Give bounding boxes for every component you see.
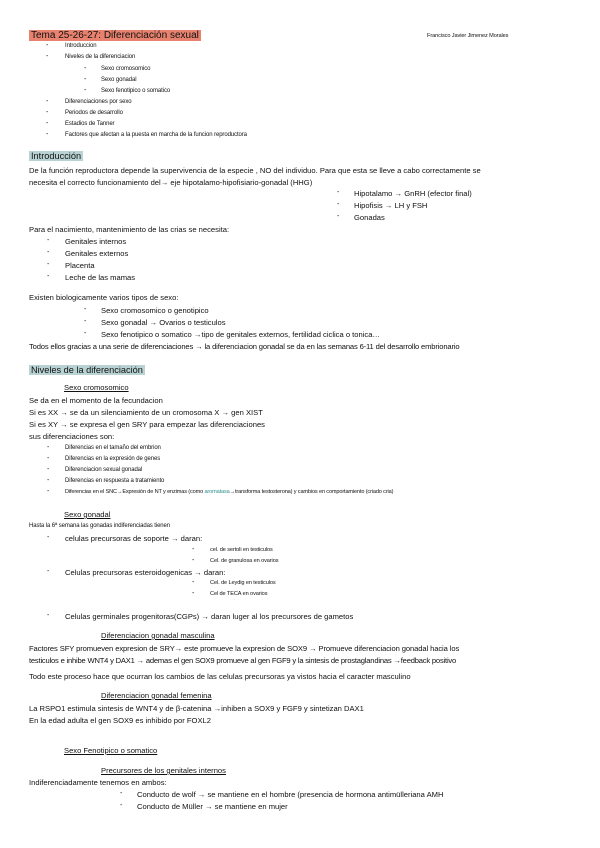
- fem-line: La RSPO1 estimula sintesis de WNT4 y de β-catenina →inhiben a SOX9 y FGF9 y sintetizan DAX1: [29, 704, 364, 713]
- intro-paragraph: Para el nacimiento, mantenimiento de las crias se necesita:: [29, 225, 230, 234]
- author-name: Francisco Javier Jimenez Morales: [427, 33, 509, 39]
- crom-diff-item: Diferenciacion sexual gonadal: [65, 467, 143, 473]
- crom-line: Si es XY → se expresa el gen SRY para empezar las diferenciaciones: [29, 420, 265, 429]
- intro-paragraph: De la función reproductora depende la supervivencia de la especie , NO del individuo. Para que esta se lleve a cabo correctamente se: [29, 166, 481, 175]
- fem-line: En la edad adulta el gen SOX9 es inhibido por FOXL2: [29, 716, 211, 725]
- gonadal-cell-item: Cel. de granulosa en ovarios: [210, 558, 279, 564]
- sex-type-item: Sexo cromosomico o genotipico: [101, 306, 209, 315]
- sex-type-item: Sexo gonadal → Ovarios o testiculos: [101, 318, 226, 327]
- masc-line: testiculos e inhibe WNT4 y DAX1 → ademas el gen SOX9 promueve al gen FGF9 y la sintesis de prostaglandinas →feedback positivo: [29, 656, 457, 665]
- index-item: Diferenciaciones por sexo: [65, 99, 132, 105]
- subheading-masculina: Diferenciacion gonadal masculina: [101, 631, 215, 640]
- axis-item: Hipotalamo → GnRH (efector final): [354, 189, 472, 198]
- gonadal-line: celulas precursoras de soporte → daran:: [65, 534, 203, 543]
- intro-paragraph: Todos ellos gracias a una serie de diferenciaciones → la diferenciacion gonadal se da en las semanas 6-11 del desarrollo embrionario: [29, 342, 460, 351]
- needs-item: Leche de las mamas: [65, 273, 136, 282]
- gonadal-line: Celulas germinales progenitoras(CGPs) → daran luger al los precursores de gametos: [65, 612, 354, 621]
- index-item: Estadios de Tanner: [65, 121, 115, 127]
- feno-item: Conducto de Müller → se mantiene en mujer: [137, 802, 288, 811]
- gonadal-cell-item: Cel. de Leydig en testiculos: [210, 580, 276, 586]
- index-item: Introduccion: [65, 43, 97, 49]
- crom-line: sus diferenciaciones son:: [29, 432, 115, 441]
- subheading-genitales-internos: Precursores de los genitales internos: [101, 766, 226, 775]
- masc-line: Factores SFY promueven expresion de SRY→ este promueve la expresion de SOX9 → Promueve diferenciacion gonadal hacia los: [29, 644, 460, 653]
- needs-item: Genitales internos: [65, 237, 127, 246]
- crom-diff-item: Diferencias en el tamaño del embrion: [65, 445, 161, 451]
- index-item: Niveles de la diferenciacion: [65, 54, 136, 60]
- index-subitem: Sexo fenotipico o somatico: [101, 88, 171, 94]
- axis-item: Hipofisis → LH y FSH: [354, 201, 428, 210]
- masc-line: Todo este proceso hace que ocurran los cambios de las celulas precursoras ya vistos hacia el caracter masculino: [29, 672, 411, 681]
- axis-item: Gonadas: [354, 213, 385, 222]
- crom-line: Si es XX → se da un silenciamiento de un cromosoma X → gen XIST: [29, 408, 263, 417]
- gonadal-line: Hasta la 6ª semana las gonadas indiferenciadas tienen: [29, 523, 171, 529]
- needs-item: Genitales externos: [65, 249, 129, 258]
- crom-diff-item: Diferencias en respuesta a tratamiento: [65, 478, 165, 484]
- subheading-femenina: Diferenciacion gonadal femenina: [101, 691, 212, 700]
- page-title: Tema 25-26-27: Diferenciación sexual: [31, 30, 199, 41]
- feno-item: Conducto de wolf → se mantiene en el hombre (presencia de hormona antimülleriana AMH: [137, 790, 444, 799]
- crom-diff-item: Diferencias en la expresión de genes: [65, 456, 161, 462]
- sex-type-item: Sexo fenotipico o somatico →tipo de genitales externos, fertilidad ciclica o tonica…: [101, 330, 381, 339]
- section-heading-intro: Introducción: [31, 151, 82, 161]
- section-heading-niveles: Niveles de la diferenciación: [31, 365, 143, 375]
- intro-paragraph: Existen biologicamente varios tipos de sexo:: [29, 293, 179, 302]
- index-item: Factores que afectan a la puesta en marcha de la funcion reproductora: [65, 132, 247, 138]
- feno-line: Indiferenciadamente tenemos en ambos:: [29, 778, 167, 787]
- subheading-fenotipico: Sexo Fenotipico o somatico: [64, 746, 158, 755]
- document-page: Tema 25-26-27: Diferenciación sexual Francisco Javier Jimenez Morales - Introduccion - Niveles de la diferenciacion - Sexo cromosomico - Sexo gonadal - Sexo fenotipico o somatico - Diferenciaciones por sexo - Periodos de desarrollo - Estadios de Tanner - Factores que afectan a la puesta en marcha de la funcion reproductora Introducción De la función reproductora depende la supervivencia de la especie , NO del individuo. Para que esta se lleve a cabo correctamente se necesita el correcto funcionamiento del→ eje hipotalamo-hipofisiario-gonadal (HHG) - Hipotalamo → GnRH (efector final) - Hipofisis → LH y FSH - Gonadas Para el nacimiento, mantenimiento de las crias se necesita: - Genitales internos - Genitales externos - Placenta - Leche de las mamas Existen biologicamente varios tipos de sexo: - Sexo cromosomico o genotipico - Sexo gonadal → Ovarios o testiculos - Sexo fenotipico o somatico →tipo de genitales externos, fertilidad ciclica o tonica… Todos ellos gracias a una serie de diferenciaciones → la diferenciacion gonadal se da en las semanas 6-11 del desarrollo embrionario Niveles de la diferenciación Sexo cromosomico Se da en el momento de la fecundacion Si es XX → se da un silenciamiento de un cromosoma X → gen XIST Si es XY → se expresa el gen SRY para empezar las diferenciaciones sus diferenciaciones son: - Diferencias en el tamaño del embrion - Diferencias en la expresión de genes - Diferenciacion sexual gonadal - Diferencias en respuesta a tratamiento - Diferencias en el SNC→Expresión de NT y enzimas (como aromatasa→transforma testosterona) y cambios en comportamiento (criado cria) Sexo gonadal Hasta la 6ª semana las gonadas indiferenciadas tienen - celulas precursoras de soporte → daran: - cel. de sertoli en testiculos - Cel. de granulosa en ovarios - Celulas precursoras esteroidogenicas → daran: - Cel. de Leydig en testiculos - Cel de TECA en ovarios - Celulas germinales progenitoras(CGPs) → daran luger al los precursores de gametos Diferenciacion gonadal masculina Factores SFY promueven expresion de SRY→ este promueve la expresion de SOX9 → Promueve diferenciacion gonadal hacia los testiculos e inhibe WNT4 y DAX1 → ademas el gen SOX9 promueve al gen FGF9 y la sintesis de prostaglandinas →feedback positivo Todo este proceso hace que ocurran los cambios de las celulas precursoras ya vistos hacia el caracter masculino Diferenciacion gonadal femenina La RSPO1 estimula sintesis de WNT4 y de β-catenina →inhiben a SOX9 y FGF9 y sintetizan DAX1 En la edad adulta el gen SOX9 es inhibido por FOXL2 Sexo Fenotipico o somatico Precursores de los genitales internos Indiferenciadamente tenemos en ambos: - Conducto de wolf → se mantiene en el hombre (presencia de hormona antimülleriana AMH - Conducto de Müller → se mantiene en mujer: [29, 30, 509, 811]
- index-subitem: Sexo cromosomico: [101, 66, 151, 72]
- crom-diff-snc: Diferencias en el SNC→Expresión de NT y enzimas (como aromatasa→transforma testosterona) y cambios en comportamiento (criado cria): [65, 489, 394, 495]
- subheading-cromosomico: Sexo cromosomico: [64, 383, 129, 392]
- subheading-gonadal: Sexo gonadal: [64, 510, 111, 519]
- gonadal-cell-item: Cel de TECA en ovarios: [210, 591, 268, 597]
- gonadal-cell-item: cel. de sertoli en testiculos: [210, 547, 273, 553]
- index-subitem: Sexo gonadal: [101, 77, 137, 83]
- needs-item: Placenta: [65, 261, 95, 270]
- gonadal-line: Celulas precursoras esteroidogenicas → daran:: [65, 568, 226, 577]
- index-item: Periodos de desarrollo: [65, 110, 123, 116]
- intro-paragraph: necesita el correcto funcionamiento del→ eje hipotalamo-hipofisiario-gonadal (HHG): [29, 178, 313, 187]
- crom-line: Se da en el momento de la fecundacion: [29, 396, 163, 405]
